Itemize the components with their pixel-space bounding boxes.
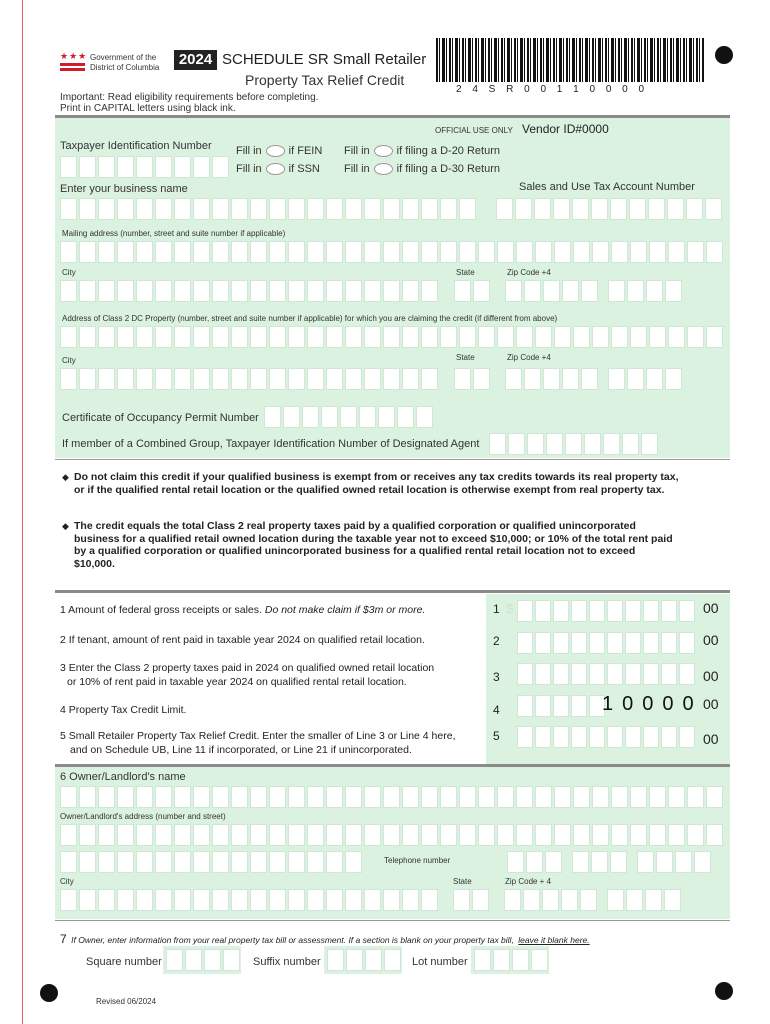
line-5-number: 5: [493, 729, 500, 743]
line-7-number: 7: [60, 932, 67, 946]
combined-group-boxes[interactable]: [489, 433, 660, 455]
city-label-1: City: [62, 268, 76, 277]
line-2-boxes[interactable]: [517, 632, 697, 654]
important-note-2: Print in CAPITAL letters using black ink.: [60, 103, 236, 114]
diamond-bullet-icon: ◆: [62, 472, 69, 482]
registration-dot-top-right: [715, 46, 733, 64]
zip-boxes-2[interactable]: [505, 368, 684, 390]
line-1-text: [60, 604, 425, 617]
line-4-cents: 00: [703, 696, 719, 712]
line-1-boxes[interactable]: [517, 600, 697, 622]
square-label: Square number: [86, 956, 162, 968]
owner-zip-boxes[interactable]: [504, 889, 683, 911]
line-5-boxes[interactable]: [517, 726, 697, 748]
telephone-label: Telephone number: [384, 856, 451, 865]
line-5-text-b: and on Schedule UB, Line 11 if incorporated, or Line 21 if unincorporated.: [70, 744, 412, 756]
line-4-number: 4: [493, 703, 500, 717]
dc-flag-logo: ★★★: [60, 52, 85, 72]
owner-city-boxes[interactable]: [60, 889, 440, 911]
zip-label-2: Zip Code +4: [507, 353, 551, 362]
barcode: [436, 38, 704, 82]
fein-oval[interactable]: [266, 145, 285, 157]
property-address-boxes[interactable]: [60, 326, 725, 348]
line-1-cents: 00: [703, 600, 719, 616]
owner-name-boxes[interactable]: [60, 786, 725, 808]
form-subtitle: Property Tax Relief Credit: [245, 72, 405, 88]
note-2-text: The credit equals the total Class 2 real property taxes paid by a qualified corporation or qualified unincorporated business for a qualified retail owned location during the taxable year not to exceed $10,000; or 10% of the total rent paid by a qualified corporation or qualified unincorporated business for a qualified rental retail location not to exceed $10,000.: [74, 520, 673, 570]
ssn-option[interactable]: [236, 163, 320, 175]
owner-address-boxes[interactable]: [60, 824, 725, 846]
line-3-cents: 00: [703, 668, 719, 684]
registration-dot-bottom-right: [715, 982, 733, 1000]
city-label-2: City: [62, 356, 76, 365]
owner-name-label: 6 Owner/Landlord's name: [60, 771, 186, 783]
note-1: [62, 471, 679, 496]
line-4-boxes[interactable]: [517, 695, 607, 717]
state-boxes-1[interactable]: [454, 280, 492, 302]
state-label-1: State: [456, 268, 475, 277]
business-name-boxes[interactable]: [60, 198, 478, 220]
fill-in-d30: Fill in: [344, 163, 370, 175]
state-label-2: State: [456, 353, 475, 362]
ssn-label: if SSN: [288, 163, 320, 175]
lot-label: Lot number: [412, 956, 468, 968]
official-use-label: OFFICIAL USE ONLY: [435, 126, 513, 135]
owner-address-label: Owner/Landlord's address (number and street): [60, 812, 226, 821]
gov-line-1: Government of the: [90, 53, 157, 62]
line-5-cents: 00: [703, 731, 719, 747]
notes-top-rule: [55, 459, 730, 460]
line-3-boxes[interactable]: [517, 663, 697, 685]
d30-oval[interactable]: [374, 163, 393, 175]
city-boxes-1[interactable]: [60, 280, 440, 302]
fill-in-ssn: Fill in: [236, 163, 262, 175]
mailing-boxes[interactable]: [60, 241, 725, 263]
note-1-text: Do not claim this credit if your qualified business is exempt from or receives any tax credits towards its real property tax, or if the qualified rental retail location or the qualified owned retail location is otherwise exempt from real property tax.: [74, 471, 679, 496]
line-7-emphasis: leave it blank here.: [518, 935, 590, 945]
fill-in-fein: Fill in: [236, 145, 262, 157]
tin-boxes[interactable]: [60, 156, 231, 178]
d20-option[interactable]: [344, 145, 500, 157]
ssn-oval[interactable]: [266, 163, 285, 175]
owner-address-boxes-2[interactable]: [60, 851, 364, 873]
line-1-number: 1: [493, 602, 500, 616]
combined-group-label: If member of a Combined Group, Taxpayer Identification Number of Designated Agent: [62, 438, 480, 450]
telephone-boxes[interactable]: [507, 851, 713, 873]
d30-option[interactable]: [344, 163, 500, 175]
square-boxes[interactable]: [166, 949, 242, 971]
line-2-number: 2: [493, 634, 500, 648]
owner-zip-label: Zip Code + 4: [505, 877, 552, 886]
fein-label: if FEIN: [288, 145, 323, 157]
line-3-text-b: or 10% of rent paid in taxable year 2024 on qualified rental retail location.: [67, 676, 407, 688]
state-boxes-2[interactable]: [454, 368, 492, 390]
line-1-warning: Do not make claim if $3m or more.: [264, 604, 426, 616]
year-badge: 2024: [174, 50, 217, 70]
owner-state-label: State: [453, 877, 472, 886]
coo-boxes[interactable]: [264, 406, 435, 428]
owner-city-label: City: [60, 877, 74, 886]
property-address-label: Address of Class 2 DC Property (number, street and suite number if applicable) for which you are claiming the credit (if different from above): [62, 314, 558, 323]
business-name-label: Enter your business name: [60, 183, 188, 195]
dollar-sign: $: [506, 601, 514, 616]
note-2: [62, 520, 679, 570]
revised-date: Revised 06/2024: [96, 997, 157, 1006]
sales-tax-boxes[interactable]: [496, 198, 724, 220]
zip-boxes-1[interactable]: [505, 280, 684, 302]
fein-option[interactable]: [236, 145, 322, 157]
mailing-label: Mailing address (number, street and suite number if applicable): [62, 229, 286, 238]
fill-in-d20: Fill in: [344, 145, 370, 157]
line-5-text-a: 5 Small Retailer Property Tax Relief Credit. Enter the smaller of Line 3 or Line 4 here,: [60, 730, 456, 742]
suffix-boxes[interactable]: [327, 949, 403, 971]
margin-line: [22, 0, 23, 1024]
line-4-text: 4 Property Tax Credit Limit.: [60, 704, 187, 716]
line-7-rule: [55, 920, 730, 921]
line-2-cents: 00: [703, 632, 719, 648]
d20-oval[interactable]: [374, 145, 393, 157]
line-7-text: If Owner, enter information from your real property tax bill or assessment. If a section is blank on your property tax bill,: [71, 935, 514, 945]
zip-label-1: Zip Code +4: [507, 268, 551, 277]
d30-label: if filing a D-30 Return: [396, 163, 500, 175]
form-title: SCHEDULE SR Small Retailer: [222, 51, 427, 68]
line-1-label: 1 Amount of federal gross receipts or sales.: [60, 604, 262, 616]
registration-dot-bottom-left: [40, 984, 58, 1002]
lines-top-rule: [55, 590, 730, 593]
gov-line-2: District of Columbia: [90, 63, 160, 72]
diamond-bullet-icon: ◆: [62, 521, 69, 531]
line-2-text: 2 If tenant, amount of rent paid in taxable year 2024 on qualified retail location.: [60, 634, 425, 646]
line-3-number: 3: [493, 670, 500, 684]
barcode-text: 2 4 S R 0 0 1 1 0 0 0 0: [456, 84, 649, 95]
tin-label: Taxpayer Identification Number: [60, 140, 212, 152]
important-note-1: Important: Read eligibility requirements before completing.: [60, 92, 319, 103]
sales-tax-label: Sales and Use Tax Account Number: [519, 181, 695, 193]
d20-label: if filing a D-20 Return: [396, 145, 500, 157]
line-3-text-a: 3 Enter the Class 2 property taxes paid in 2024 on qualified owned retail location: [60, 662, 435, 674]
city-boxes-2[interactable]: [60, 368, 440, 390]
lot-boxes[interactable]: [474, 949, 550, 971]
suffix-label: Suffix number: [253, 956, 321, 968]
owner-state-boxes[interactable]: [453, 889, 491, 911]
coo-label: Certificate of Occupancy Permit Number: [62, 412, 259, 424]
line-4-value: 10000: [602, 693, 703, 715]
vendor-id: Vendor ID#0000: [522, 122, 609, 136]
